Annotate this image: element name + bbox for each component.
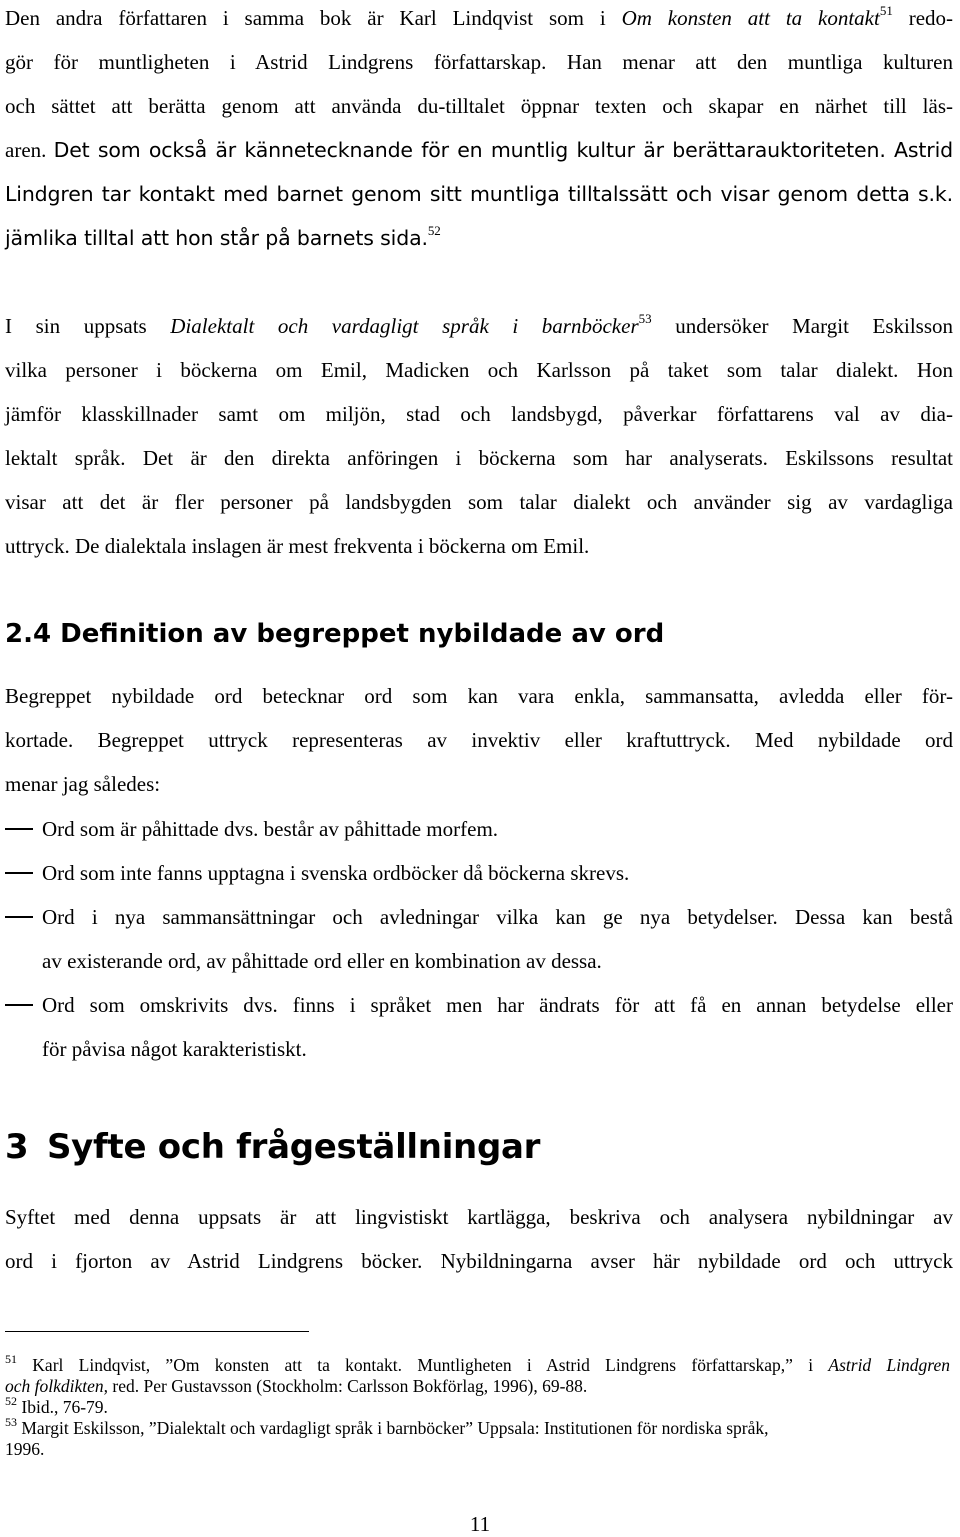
text-line: jämlika tilltal att hon står på barnets sida.$^{52}$ [5,223,441,250]
footnote-51-cont: och folkdikten, red. Per Gustavsson (Stockholm: Carlsson Bokförlag, 1996), 69-88. [5,1376,588,1396]
text-line: kortade. Begreppet uttryck representeras av invektiv eller kraftuttryck. Med nybildade ord [5,728,953,752]
footnote-ref-52[interactable]: 52 [427,223,441,239]
footnote-ref-53[interactable]: 53 [638,311,652,326]
page-number: 11 [469,1512,491,1536]
text-line: aren. Det som också är kännetecknande för en muntlig kultur är berättarauktoriteten. Astrid [5,138,953,162]
list-item: Ord som inte fanns upptagna i svenska ordböcker då böckerna skrevs. [5,851,953,895]
text-line: vilka personer i böckerna om Emil, Madicken och Karlsson på taket som talar dialekt. Hon [5,358,953,382]
section-title: Syfte och frågeställningar [47,1127,541,1167]
paragraph-eskilsson [5,304,953,568]
text-line: jämför klasskillnader samt om miljön, stad och landsbygd, påverkar författarens val av dia- [5,402,953,426]
footnote-51: $^{51}$ Karl Lindqvist, ”Om konsten att ta kontakt. Muntligheten i Astrid Lindgrens författarskap,” i Astrid Lindgren [5,1352,950,1375]
text-line: uttryck. De dialektala inslagen är mest frekventa i böckerna om Emil. [5,534,590,558]
dash-bullet [5,1004,33,1006]
list-item: Ord som är påhittade dvs. består av påhittade morfem. [5,807,953,851]
list-item: Ord i nya sammansättningar och avledningar vilka kan ge nya betydelser. Dessa kan bestå av existerande ord, av påhittade ord eller en kombination av dessa. [5,895,953,983]
footnote-52: $^{52}$ Ibid., 76-79. [5,1394,108,1417]
list-item: Ord som omskrivits dvs. finns i språket men har ändrats för att få en annan betydelse eller för påvisa något karakteristiskt. [5,983,953,1071]
definition-list [5,807,953,1071]
text-line: menar jag således: [5,772,161,796]
footnote-53: $^{53}$ Margit Eskilsson, ”Dialektalt och vardagligt språk i barnböcker” Uppsala: Institutionen för nordiska språk, [5,1415,769,1438]
book-title: Om konsten att ta kontakt [621,6,880,30]
dash-bullet [5,872,33,874]
text-line: Begreppet nybildade ord betecknar ord som kan vara enkla, sammansatta, avledda eller för- [5,684,953,708]
section-number: 2.4 [5,619,52,649]
section-title: Definition av begreppet nybildade av ord [60,619,665,649]
section-heading-2-4 [5,619,664,649]
dash-bullet [5,916,33,918]
text-line: Lindgren tar kontakt med barnet genom sitt muntliga tilltalssätt och visar genom detta s.k. [5,182,953,206]
paragraph-lindqvist [5,0,953,260]
text-line: Syftet med denna uppsats är att lingvistiskt kartlägga, beskriva och analysera nybildningar av [5,1205,953,1229]
footnote-ref-51[interactable]: 51 [879,3,893,18]
section-number: 3 [5,1127,29,1167]
paragraph-purpose [5,1195,953,1283]
section-heading-3 [5,1127,540,1167]
text-line: gör för muntligheten i Astrid Lindgrens författarskap. Han menar att den muntliga kulturen [5,50,953,74]
footnotes [5,1352,950,1460]
essay-title: Dialektalt och vardagligt språk i barnböcker [170,314,639,338]
text-line: lektalt språk. Det är den direkta anföringen i böckerna som har analyserats. Eskilssons resultat [5,446,953,470]
text-line: visar att det är fler personer på landsbygden som talar dialekt och använder sig av vardagliga [5,490,953,514]
text-line: I sin uppsats Dialektalt och vardagligt språk i barnböcker$^{53}$ undersöker Margit Eskilsson [5,311,954,338]
text-line: och sättet att berätta genom att använda du-tilltalet öppnar texten och skapar en närhet till läs- [5,94,953,118]
footnote-53-cont: 1996. [5,1439,45,1459]
text-line: ord i fjorton av Astrid Lindgrens böcker. Nybildningarna avser här nybildade ord och uttryck [5,1249,953,1273]
text-line: Den andra författaren i samma bok är Karl Lindqvist som i Om konsten att ta kontakt$^{51}$ redo- [5,3,954,30]
dash-bullet [5,828,33,830]
footnote-separator [5,1331,309,1332]
paragraph-definition [5,674,953,806]
